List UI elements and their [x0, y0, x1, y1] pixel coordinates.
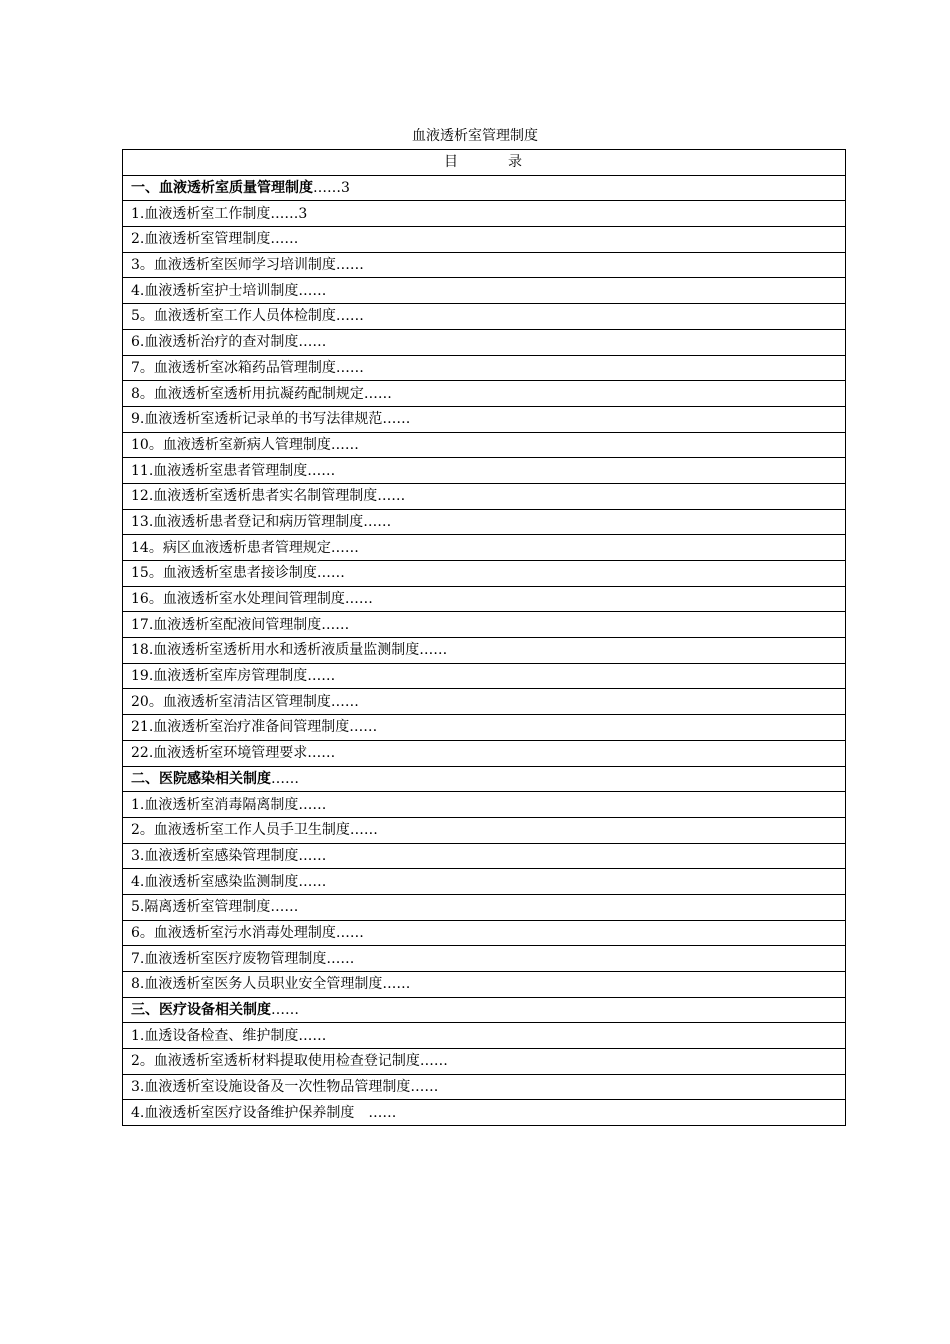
toc-item	[123, 278, 846, 304]
toc-item	[123, 920, 846, 946]
toc-item-row	[123, 894, 846, 920]
toc-item-row	[123, 483, 846, 509]
table-of-contents	[122, 149, 846, 1126]
toc-header-row	[123, 150, 846, 176]
toc-entry-text: 5。血液透析室工作人员体检制度……	[131, 308, 364, 325]
toc-entry-page-ref: ……	[271, 1002, 299, 1019]
toc-item-row	[123, 946, 846, 972]
toc-item-row	[123, 304, 846, 330]
toc-entry-text: 4.血液透析室感染监测制度……	[131, 873, 327, 890]
toc-item	[123, 946, 846, 972]
toc-item-row	[123, 792, 846, 818]
toc-entry-text: 7。血液透析室冰箱药品管理制度……	[131, 359, 364, 376]
toc-item	[123, 689, 846, 715]
toc-item-row	[123, 432, 846, 458]
toc-item-row	[123, 278, 846, 304]
toc-item	[123, 561, 846, 587]
toc-item	[123, 869, 846, 895]
toc-item-row	[123, 1023, 846, 1049]
toc-item	[123, 663, 846, 689]
toc-item	[123, 638, 846, 664]
toc-entry-text: 14。病区血液透析患者管理规定……	[131, 539, 359, 556]
toc-entry-text: 3。血液透析室医师学习培训制度……	[131, 257, 364, 274]
toc-entry-text: 3.血液透析室设施设备及一次性物品管理制度……	[131, 1079, 439, 1096]
toc-section-heading	[123, 997, 846, 1023]
toc-item-row	[123, 561, 846, 587]
toc-item	[123, 329, 846, 355]
toc-item	[123, 1074, 846, 1100]
toc-item	[123, 355, 846, 381]
toc-entry-text: 二、医院感染相关制度	[131, 770, 271, 787]
toc-item-row	[123, 458, 846, 484]
toc-item-row	[123, 252, 846, 278]
toc-item-row	[123, 227, 846, 253]
toc-entry-text: 13.血液透析患者登记和病历管理制度……	[131, 513, 392, 530]
toc-entry-text: 7.血液透析室医疗废物管理制度……	[131, 950, 355, 967]
toc-item-row	[123, 1074, 846, 1100]
toc-item-row	[123, 715, 846, 741]
toc-item	[123, 535, 846, 561]
toc-item-row	[123, 381, 846, 407]
toc-entry-text: 6。血液透析室污水消毒处理制度……	[131, 924, 364, 941]
toc-section-row	[123, 766, 846, 792]
toc-section-heading	[123, 175, 846, 201]
toc-entry-text: 2.血液透析室管理制度……	[131, 231, 299, 248]
toc-entry-text: 8.血液透析室医务人员职业安全管理制度……	[131, 976, 411, 993]
toc-entry-text: 11.血液透析室患者管理制度……	[131, 462, 336, 479]
toc-entry-text: 1.血透设备检查、维护制度……	[131, 1027, 327, 1044]
toc-entry-text: 15。血液透析室患者接诊制度……	[131, 565, 345, 582]
toc-entry-text: 12.血液透析室透析患者实名制管理制度……	[131, 488, 406, 505]
toc-entry-text: 17.血液透析室配液间管理制度……	[131, 616, 350, 633]
toc-item	[123, 740, 846, 766]
toc-item-row	[123, 817, 846, 843]
toc-entry-text: 2。血液透析室透析材料提取使用检查登记制度……	[131, 1053, 448, 1070]
toc-item	[123, 612, 846, 638]
toc-item-row	[123, 355, 846, 381]
toc-entry-text: 21.血液透析室治疗准备间管理制度……	[131, 719, 378, 736]
toc-item-row	[123, 638, 846, 664]
toc-entry-text: 4.血液透析室护士培训制度……	[131, 282, 327, 299]
toc-item	[123, 509, 846, 535]
toc-entry-text: 10。血液透析室新病人管理制度……	[131, 436, 359, 453]
toc-item	[123, 432, 846, 458]
toc-item-row	[123, 843, 846, 869]
toc-item	[123, 252, 846, 278]
toc-item-row	[123, 612, 846, 638]
toc-item-row	[123, 1100, 846, 1126]
toc-item-row	[123, 920, 846, 946]
toc-section-heading	[123, 766, 846, 792]
toc-item	[123, 381, 846, 407]
toc-item-row	[123, 1049, 846, 1075]
toc-entry-text: 1.血液透析室工作制度……3	[131, 205, 308, 222]
toc-item-row	[123, 869, 846, 895]
toc-item-row	[123, 201, 846, 227]
toc-entry-page-ref: ……	[271, 770, 299, 787]
toc-item	[123, 817, 846, 843]
toc-item	[123, 458, 846, 484]
toc-entry-text: 6.血液透析治疗的查对制度……	[131, 334, 327, 351]
toc-entry-text: 18.血液透析室透析用水和透析液质量监测制度……	[131, 642, 448, 659]
toc-item-row	[123, 535, 846, 561]
toc-entry-text: 1.血液透析室消毒隔离制度……	[131, 796, 327, 813]
toc-item	[123, 1023, 846, 1049]
toc-entry-text: 8。血液透析室透析用抗凝药配制规定……	[131, 385, 392, 402]
toc-entry-text: 19.血液透析室库房管理制度……	[131, 668, 336, 685]
toc-entry-text: 一、血液透析室质量管理制度	[131, 180, 313, 197]
toc-item	[123, 1100, 846, 1126]
toc-item	[123, 304, 846, 330]
toc-entry-text: 三、医疗设备相关制度	[131, 1002, 271, 1019]
toc-section-row	[123, 175, 846, 201]
toc-item-row	[123, 509, 846, 535]
toc-item-row	[123, 329, 846, 355]
toc-item-row	[123, 689, 846, 715]
toc-entry-text: 5.隔离透析室管理制度……	[131, 899, 299, 916]
toc-header: 目 录	[123, 150, 846, 176]
toc-item-row	[123, 740, 846, 766]
toc-item-row	[123, 406, 846, 432]
toc-entry-text: 20。血液透析室清洁区管理制度……	[131, 693, 359, 710]
toc-item	[123, 715, 846, 741]
toc-item	[123, 1049, 846, 1075]
toc-item-row	[123, 663, 846, 689]
toc-section-row	[123, 997, 846, 1023]
toc-item	[123, 972, 846, 998]
toc-item	[123, 201, 846, 227]
toc-entry-text: 2。血液透析室工作人员手卫生制度……	[131, 822, 378, 839]
toc-item-row	[123, 972, 846, 998]
toc-item	[123, 586, 846, 612]
toc-entry-text: 4.血液透析室医疗设备维护保养制度 ……	[131, 1104, 397, 1121]
toc-item	[123, 227, 846, 253]
toc-item	[123, 483, 846, 509]
toc-entry-text: 16。血液透析室水处理间管理制度……	[131, 591, 373, 608]
toc-entry-text: 22.血液透析室环境管理要求……	[131, 745, 336, 762]
toc-item	[123, 894, 846, 920]
toc-item-row	[123, 586, 846, 612]
toc-entry-page-ref: ……3	[313, 180, 350, 197]
toc-item	[123, 406, 846, 432]
document-title: 血液透析室管理制度	[412, 128, 538, 144]
toc-item	[123, 843, 846, 869]
toc-entry-text: 3.血液透析室感染管理制度……	[131, 847, 327, 864]
toc-item	[123, 792, 846, 818]
toc-entry-text: 9.血液透析室透析记录单的书写法律规范……	[131, 411, 411, 428]
